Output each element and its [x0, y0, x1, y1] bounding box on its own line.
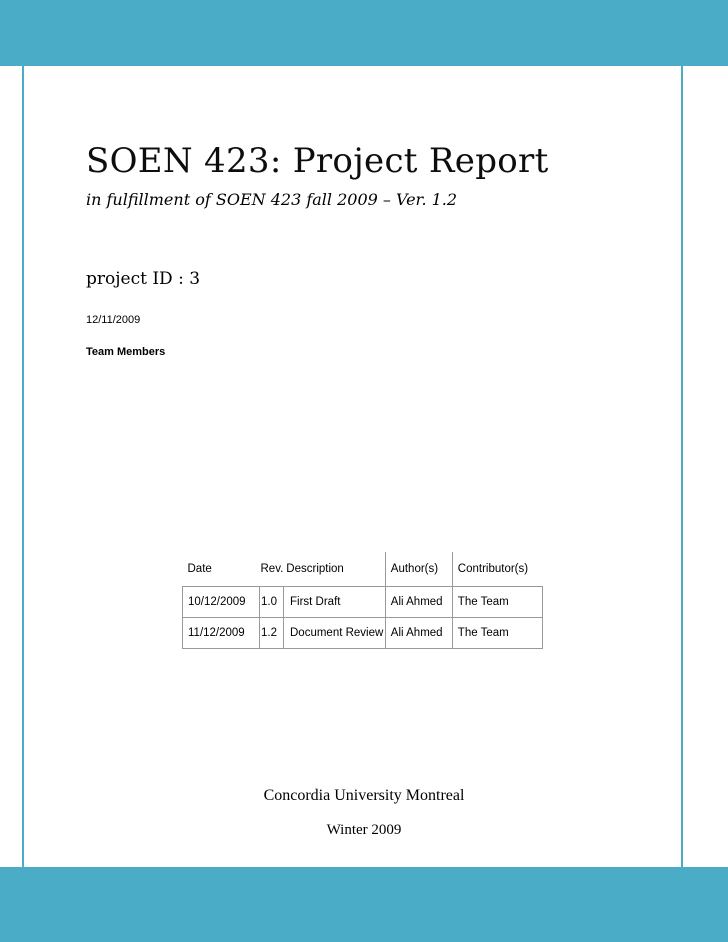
cell-description: First Draft	[283, 587, 385, 618]
cell-description: Document Review	[283, 618, 385, 649]
table-row	[183, 618, 543, 649]
document-date: 12/11/2009	[86, 314, 141, 326]
table-header-row	[183, 552, 543, 587]
cell-contributor: The Team	[452, 587, 542, 618]
header-contributors: Contributor(s)	[452, 552, 542, 587]
team-members-heading: Team Members	[86, 346, 166, 358]
header-date: Date	[183, 552, 260, 587]
header-band	[0, 0, 728, 66]
cell-date: 11/12/2009	[183, 618, 260, 649]
page-subtitle: in fulfillment of SOEN 423 fall 2009 – Ver. 1.2	[86, 190, 458, 209]
cell-author: Ali Ahmed	[385, 587, 452, 618]
header-description: Description	[283, 552, 385, 587]
page-title: SOEN 423: Project Report	[86, 141, 549, 181]
header-rev: Rev.	[260, 552, 284, 587]
revision-table	[182, 552, 543, 649]
footer-band	[0, 867, 728, 942]
cell-date: 10/12/2009	[183, 587, 260, 618]
header-authors: Author(s)	[385, 552, 452, 587]
organization-name: Concordia University Montreal	[263, 787, 465, 804]
cell-contributor: The Team	[452, 618, 542, 649]
project-id: project ID : 3	[86, 269, 201, 289]
cell-rev: 1.0	[260, 587, 284, 618]
cell-rev: 1.2	[260, 618, 284, 649]
cell-author: Ali Ahmed	[385, 618, 452, 649]
table-row	[183, 587, 543, 618]
term-label: Winter 2009	[326, 822, 402, 838]
